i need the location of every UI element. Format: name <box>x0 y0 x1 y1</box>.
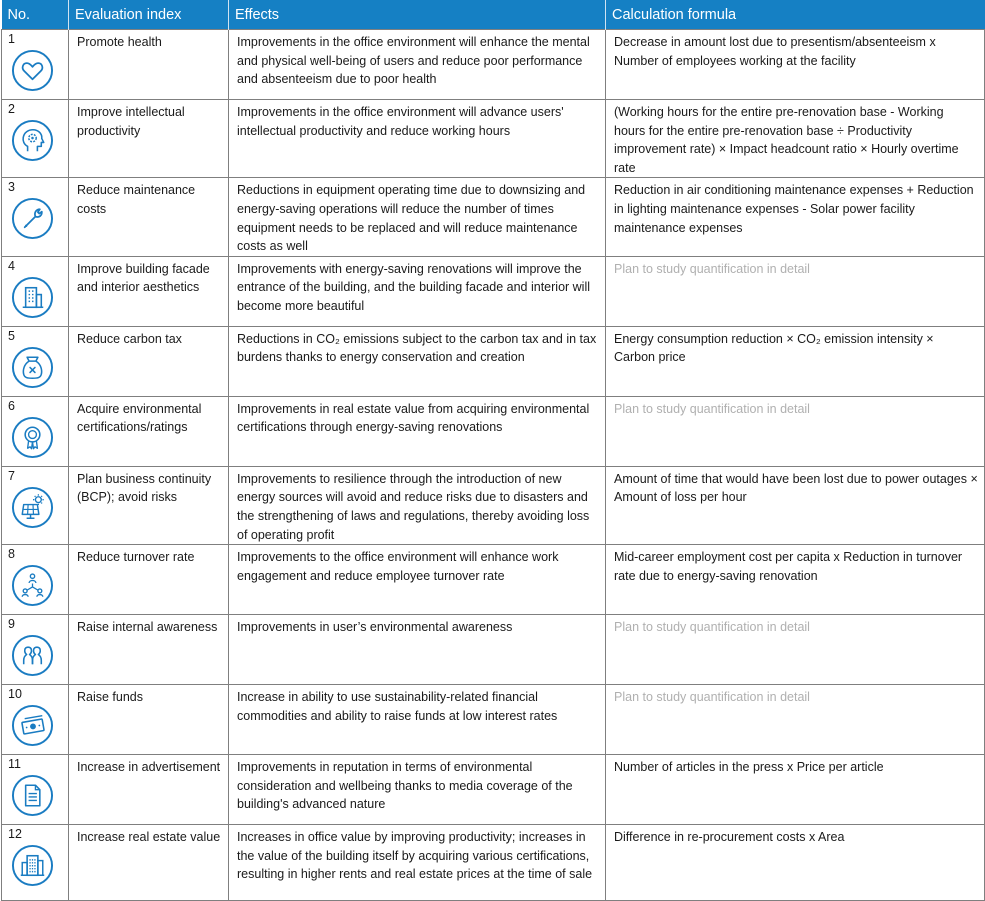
row-number-cell <box>2 825 69 901</box>
row-number-cell <box>2 396 69 466</box>
building-icon <box>11 276 54 319</box>
award-badge-icon <box>11 416 54 459</box>
formula-text: Difference in re-procurement costs x Area <box>606 825 985 901</box>
row-number-cell <box>2 466 69 544</box>
row-number: 8 <box>8 547 15 562</box>
effects-text: Improvements to the office environment will enhance work engagement and reduce employee turnover rate <box>229 545 606 615</box>
heart-icon <box>11 49 54 92</box>
evaluation-index: Reduce turnover rate <box>69 545 229 615</box>
header-evaluation-index: Evaluation index <box>69 0 229 30</box>
head-gear-icon <box>11 119 54 162</box>
row-number: 4 <box>8 258 15 273</box>
document-icon <box>11 774 54 817</box>
table-row <box>2 256 985 326</box>
evaluation-index: Raise funds <box>69 685 229 755</box>
header-calculation-formula: Calculation formula <box>606 0 985 30</box>
effects-text: Improvements in user’s environmental awareness <box>229 615 606 685</box>
evaluation-index: Raise internal awareness <box>69 615 229 685</box>
solar-panel-icon <box>11 486 54 529</box>
row-number: 7 <box>8 468 15 483</box>
formula-text: Energy consumption reduction × CO₂ emission intensity × Carbon price <box>606 326 985 396</box>
table-row <box>2 100 985 178</box>
formula-text: Reduction in air conditioning maintenance expenses + Reduction in lighting maintenance expenses - Solar power facility maintenance expenses <box>606 178 985 256</box>
row-number-cell <box>2 178 69 256</box>
table-row <box>2 545 985 615</box>
row-number: 6 <box>8 398 15 413</box>
row-number-cell <box>2 326 69 396</box>
banknote-icon <box>11 704 54 747</box>
effects-text: Improvements with energy-saving renovations will improve the entrance of the building, and the building facade and interior will become more beautiful <box>229 256 606 326</box>
formula-text: Plan to study quantification in detail <box>606 615 985 685</box>
row-number: 12 <box>8 827 22 842</box>
row-number: 9 <box>8 617 15 632</box>
evaluation-index: Increase real estate value <box>69 825 229 901</box>
formula-text: Decrease in amount lost due to presentism/absenteeism x Number of employees working at the facility <box>606 30 985 100</box>
buildings-icon <box>11 844 54 887</box>
row-number-cell <box>2 256 69 326</box>
effects-text: Improvements to resilience through the introduction of new energy sources will avoid and reduce risks due to disasters and the strengthening of laws and regulations, thereby avoiding loss of operating profit <box>229 466 606 544</box>
evaluation-index: Improve intellectual productivity <box>69 100 229 178</box>
row-number-cell <box>2 545 69 615</box>
evaluation-index: Improve building facade and interior aesthetics <box>69 256 229 326</box>
row-number: 2 <box>8 102 15 116</box>
table-row <box>2 466 985 544</box>
row-number: 10 <box>8 687 22 702</box>
table-row <box>2 396 985 466</box>
evaluation-index: Reduce carbon tax <box>69 326 229 396</box>
formula-text: Mid-career employment cost per capita x Reduction in turnover rate due to energy-saving renovation <box>606 545 985 615</box>
table-row <box>2 825 985 901</box>
effects-text: Reductions in CO₂ emissions subject to the carbon tax and in tax burdens thanks to energy conservation and creation <box>229 326 606 396</box>
formula-text: Number of articles in the press x Price per article <box>606 755 985 825</box>
header-no: No. <box>2 0 69 30</box>
evaluation-index: Promote health <box>69 30 229 100</box>
effects-text: Improvements in the office environment will enhance the mental and physical well-being of users and reduce poor performance and absenteeism due to poor health <box>229 30 606 100</box>
row-number: 11 <box>8 757 21 772</box>
formula-text: Amount of time that would have been lost due to power outages × Amount of loss per hour <box>606 466 985 544</box>
evaluation-index: Reduce maintenance costs <box>69 178 229 256</box>
money-bag-icon <box>11 346 54 389</box>
people-icon <box>11 634 54 677</box>
evaluation-index: Acquire environmental certifications/ratings <box>69 396 229 466</box>
table-row <box>2 326 985 396</box>
wrench-icon <box>11 197 54 240</box>
effects-text: Reductions in equipment operating time due to downsizing and energy-saving operations will reduce the number of times equipment needs to be replaced and will reduce maintenance costs as well <box>229 178 606 256</box>
row-number-cell <box>2 615 69 685</box>
row-number-cell <box>2 100 69 178</box>
table-row <box>2 755 985 825</box>
effects-text: Increases in office value by improving productivity; increases in the value of the building itself by acquiring various certifications, resulting in higher rents and real estate prices at the time of sale <box>229 825 606 901</box>
formula-text: Plan to study quantification in detail <box>606 396 985 466</box>
row-number: 3 <box>8 180 15 195</box>
table-row <box>2 178 985 256</box>
header-effects: Effects <box>229 0 606 30</box>
formula-text: (Working hours for the entire pre-renovation base - Working hours for the entire pre-renovation base ÷ Productivity improvement rate) × Impact headcount ratio × Hourly overtime rate <box>606 100 985 178</box>
table-header-row <box>2 0 985 30</box>
effects-text: Improvements in the office environment will advance users' intellectual productivity and reduce working hours <box>229 100 606 178</box>
formula-text: Plan to study quantification in detail <box>606 685 985 755</box>
effects-text: Increase in ability to use sustainability-related financial commodities and ability to raise funds at low interest rates <box>229 685 606 755</box>
row-number-cell <box>2 30 69 100</box>
evaluation-index: Increase in advertisement <box>69 755 229 825</box>
effects-text: Improvements in real estate value from acquiring environmental certifications through energy-saving renovations <box>229 396 606 466</box>
row-number: 1 <box>8 32 15 46</box>
evaluation-table <box>1 0 985 901</box>
table-row <box>2 685 985 755</box>
table-row <box>2 615 985 685</box>
row-number: 5 <box>8 328 15 343</box>
evaluation-index: Plan business continuity (BCP); avoid risks <box>69 466 229 544</box>
row-number-cell <box>2 685 69 755</box>
effects-text: Improvements in reputation in terms of environmental consideration and wellbeing thanks to media coverage of the building's advanced nature <box>229 755 606 825</box>
table-row <box>2 30 985 100</box>
row-number-cell <box>2 755 69 825</box>
formula-text: Plan to study quantification in detail <box>606 256 985 326</box>
people-network-icon <box>11 564 54 607</box>
